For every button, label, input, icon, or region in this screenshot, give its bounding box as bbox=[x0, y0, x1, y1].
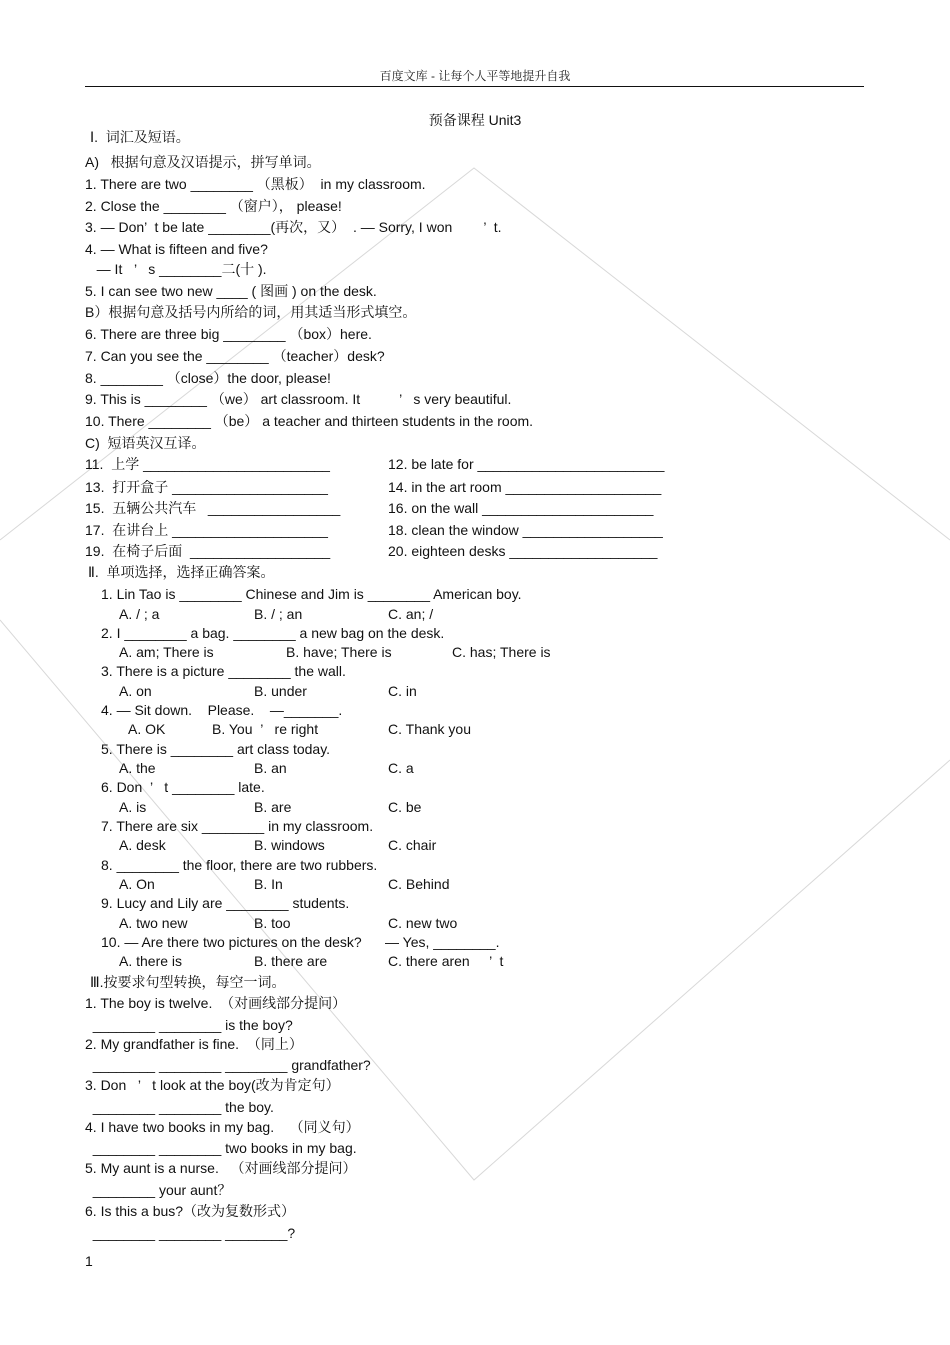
worksheet-line: 7. Can you see the ________ （teacher）desk? bbox=[85, 348, 385, 364]
worksheet-line: C. Thank you bbox=[388, 721, 472, 737]
worksheet-line: 5. There is ________ art class today. bbox=[101, 741, 331, 757]
worksheet-line: B. You ’ re right bbox=[212, 721, 319, 737]
worksheet-line: 3. — Don’ t be late ________(再次，又） . — Sorry, I won ’ t. bbox=[85, 219, 502, 235]
worksheet-line: C. new two bbox=[388, 915, 458, 931]
worksheet-line: A. the bbox=[119, 760, 156, 776]
worksheet-line: 4. — What is fifteen and five? bbox=[85, 241, 268, 257]
worksheet-line: B. too bbox=[254, 915, 291, 931]
worksheet-line: A. am; There is bbox=[119, 644, 214, 660]
worksheet-line: 11. 上学 ________________________ bbox=[85, 456, 330, 472]
worksheet-line: 6. Is this a bus?（改为复数形式） bbox=[85, 1203, 296, 1219]
worksheet-line: 19. 在椅子后面 __________________ bbox=[85, 543, 331, 559]
worksheet-line: Ⅱ. 单项选择，选择正确答案。 bbox=[88, 564, 275, 580]
worksheet-line: 17. 在讲台上 ____________________ bbox=[85, 522, 328, 538]
worksheet-line: 14. in the art room ____________________ bbox=[388, 479, 662, 495]
worksheet-line: 1. Lin Tao is ________ Chinese and Jim is ________ American boy. bbox=[101, 586, 522, 602]
worksheet-line: 12. be late for ________________________ bbox=[388, 456, 665, 472]
worksheet-line: ________ ________ is the boy? bbox=[85, 1017, 293, 1033]
worksheet-line: ________ ________ two books in my bag. bbox=[85, 1140, 357, 1156]
worksheet-line: 10. — Are there two pictures on the desk? — Yes, ________. bbox=[101, 934, 500, 950]
worksheet-line: 4. — Sit down. Please. —_______. bbox=[101, 702, 343, 718]
worksheet-line: A. OK bbox=[128, 721, 166, 737]
worksheet-line: 4. I have two books in my bag. （同义句） bbox=[85, 1119, 360, 1135]
worksheet-line: — It ’ s ________二(十 ). bbox=[85, 261, 267, 277]
worksheet-line: C. has; There is bbox=[452, 644, 551, 660]
worksheet-line: B. In bbox=[254, 876, 283, 892]
header-rule bbox=[85, 86, 864, 87]
worksheet-line: ________ ________ ________ grandfather? bbox=[85, 1057, 371, 1073]
worksheet-line: A. desk bbox=[119, 837, 166, 853]
worksheet-line: A. is bbox=[119, 799, 147, 815]
worksheet-line: ________ ________ the boy. bbox=[85, 1099, 274, 1115]
worksheet-line: A. there is bbox=[119, 953, 183, 969]
worksheet-line: B. / ; an bbox=[254, 606, 303, 622]
worksheet-line: 3. There is a picture ________ the wall. bbox=[101, 663, 346, 679]
worksheet-line: 9. Lucy and Lily are ________ students. bbox=[101, 895, 350, 911]
worksheet-line: C. there aren ’ t bbox=[388, 953, 504, 969]
worksheet-line: 10. There ________ （be） a teacher and thirteen students in the room. bbox=[85, 413, 534, 429]
worksheet-line: ________ your aunt？ bbox=[85, 1182, 232, 1198]
worksheet-line: B. have; There is bbox=[286, 644, 392, 660]
worksheet-line: C. in bbox=[388, 683, 417, 699]
worksheet-line: A. two new bbox=[119, 915, 188, 931]
worksheet-line: B）根据句意及括号内所给的词，用其适当形式填空。 bbox=[85, 304, 417, 320]
page-number: 1 bbox=[85, 1253, 93, 1269]
worksheet-line: 3. Don ’ t look at the boy(改为肯定句） bbox=[85, 1077, 340, 1093]
worksheet-line: 20. eighteen desks ___________________ bbox=[388, 543, 658, 559]
worksheet-line: Ⅰ. 词汇及短语。 bbox=[90, 129, 190, 145]
worksheet-line: 18. clean the window __________________ bbox=[388, 522, 663, 538]
worksheet-line: 6. Don ’ t ________ late. bbox=[101, 779, 265, 795]
worksheet-line: 6. There are three big ________ （box）here. bbox=[85, 326, 372, 342]
worksheet-line: C) 短语英汉互译。 bbox=[85, 435, 206, 451]
worksheet-line: B. under bbox=[254, 683, 307, 699]
worksheet-line: ________ ________ ________? bbox=[85, 1225, 296, 1241]
page-title: 预备课程 Unit3 bbox=[428, 112, 522, 128]
worksheet-line: Ⅲ.按要求句型转换，每空一词。 bbox=[90, 974, 286, 990]
worksheet-line: 5. My aunt is a nurse. （对画线部分提问） bbox=[85, 1160, 357, 1176]
worksheet-line: 2. I ________ a bag. ________ a new bag on the desk. bbox=[101, 625, 445, 641]
worksheet-line: 8. ________ the floor, there are two rubbers. bbox=[101, 857, 378, 873]
worksheet-line: 13. 打开盒子 ____________________ bbox=[85, 479, 328, 495]
worksheet-line: A) 根据句意及汉语提示，拼写单词。 bbox=[85, 154, 321, 170]
worksheet-line: 1. There are two ________ （黑板） in my classroom. bbox=[85, 176, 426, 192]
worksheet-line: 5. I can see two new ____ ( 图画 ) on the desk. bbox=[85, 283, 377, 299]
worksheet-line: 7. There are six ________ in my classroom. bbox=[101, 818, 374, 834]
worksheet-line: 9. This is ________ （we） art classroom. It ’ s very beautiful. bbox=[85, 391, 512, 407]
worksheet-line: B. an bbox=[254, 760, 287, 776]
worksheet-line: B. there are bbox=[254, 953, 328, 969]
worksheet-line: C. Behind bbox=[388, 876, 450, 892]
document-header: 百度文库 - 让每个人平等地提升自我 bbox=[379, 69, 571, 83]
worksheet-line: B. are bbox=[254, 799, 292, 815]
worksheet-line: C. an; / bbox=[388, 606, 434, 622]
worksheet-line: 1. The boy is twelve. （对画线部分提问） bbox=[85, 995, 347, 1011]
worksheet-line: 8. ________ （close）the door, please! bbox=[85, 370, 331, 386]
worksheet-line: 16. on the wall ______________________ bbox=[388, 500, 654, 516]
worksheet-line: 15. 五辆公共汽车 _________________ bbox=[85, 500, 341, 516]
worksheet-line: B. windows bbox=[254, 837, 325, 853]
worksheet-line: A. on bbox=[119, 683, 152, 699]
worksheet-line: 2. My grandfather is fine. （同上） bbox=[85, 1036, 303, 1052]
worksheet-line: A. On bbox=[119, 876, 155, 892]
worksheet-line: C. chair bbox=[388, 837, 437, 853]
worksheet-line: C. a bbox=[388, 760, 414, 776]
worksheet-line: 2. Close the ________ （窗户）， please! bbox=[85, 198, 342, 214]
worksheet-line: A. / ; a bbox=[119, 606, 160, 622]
worksheet-line: C. be bbox=[388, 799, 422, 815]
